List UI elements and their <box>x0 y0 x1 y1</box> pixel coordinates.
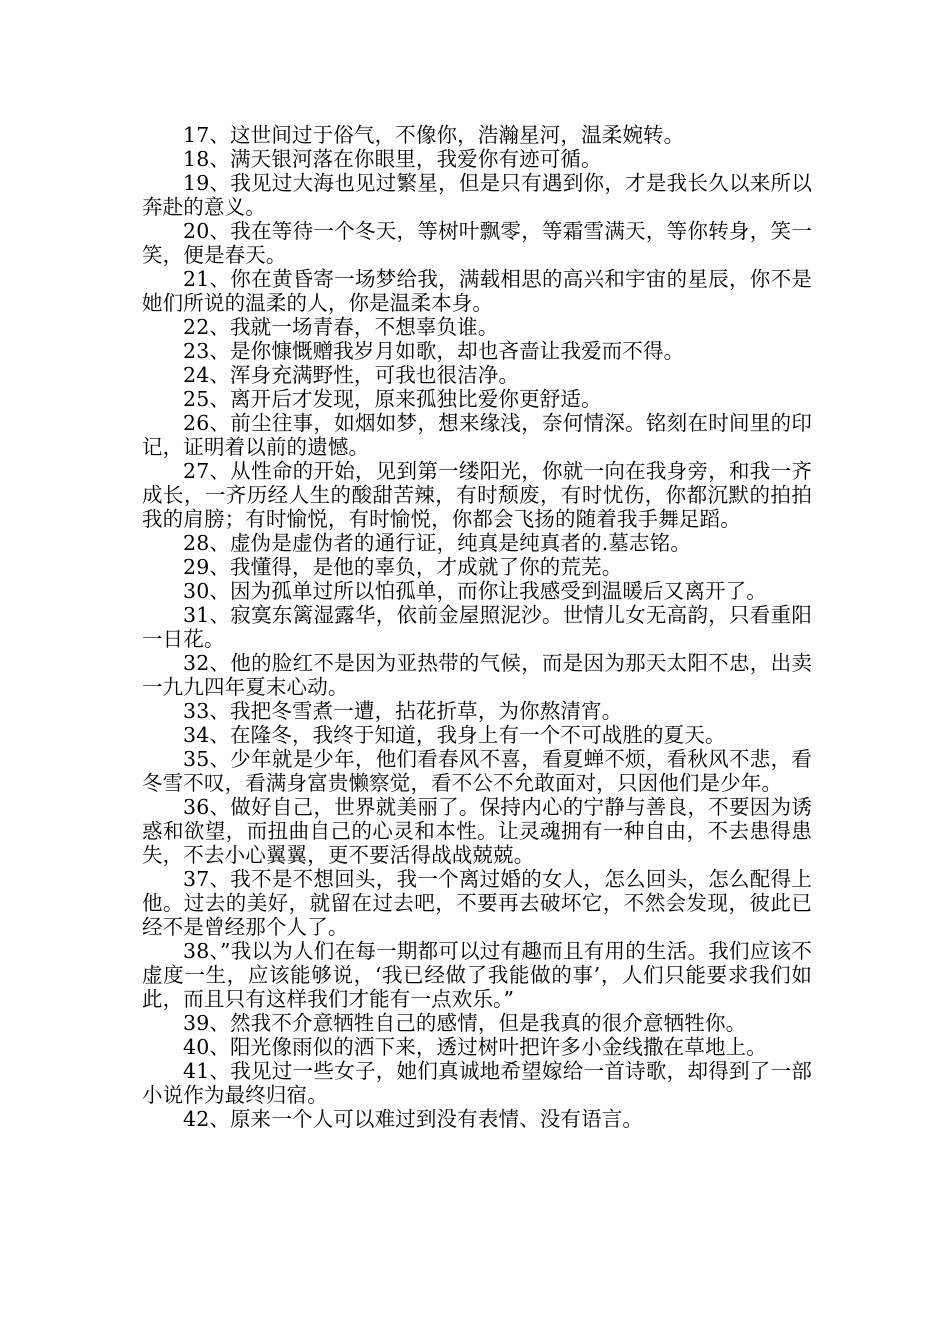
paragraph-31: 31、寂寞东篱湿露华，依前金屋照泥沙。世情儿女无高韵，只看重阳一日花。 <box>142 603 812 651</box>
paragraph-18: 18、满天银河落在你眼里，我爱你有迹可循。 <box>183 147 602 171</box>
document-body <box>142 123 812 1131</box>
paragraph-40: 40、阳光像雨似的洒下来，透过树叶把许多小金线撒在草地上。 <box>183 1035 767 1059</box>
paragraph-37: 37、我不是不想回头，我一个离过婚的女人，怎么回头，怎么配得上他。过去的美好，就留在过去吧，不要再去破坏它，不然会发现，彼此已经不是曾经那个人了。 <box>142 867 812 939</box>
paragraph-19: 19、我见过大海也见过繁星，但是只有遇到你，才是我长久以来所以奔赴的意义。 <box>142 171 812 219</box>
paragraph-25: 25、离开后才发现，原来孤独比爱你更舒适。 <box>183 387 602 411</box>
paragraph-23: 23、是你慷慨赠我岁月如歌，却也吝啬让我爱而不得。 <box>183 339 685 363</box>
paragraph-42: 42、原来一个人可以难过到没有表情、没有语言。 <box>183 1107 644 1131</box>
paragraph-36: 36、做好自己，世界就美丽了。保持内心的宁静与善良，不要因为诱惑和欲望，而扭曲自己的心灵和本性。让灵魂拥有一种自由，不去患得患失，不去小心翼翼，更不要活得战战兢兢。 <box>142 795 812 867</box>
paragraph-17: 17、这世间过于俗气，不像你，浩瀚星河，温柔婉转。 <box>183 123 685 147</box>
paragraph-29: 29、我懂得，是他的辜负，才成就了你的荒芜。 <box>183 555 623 579</box>
paragraph-27: 27、从性命的开始，见到第一缕阳光，你就一向在我身旁，和我一齐成长，一齐历经人生的酸甜苦辣，有时颓废，有时忧伤，你都沉默的拍拍我的肩膀；有时愉悦，有时愉悦，你都会飞扬的随着我手舞足蹈。 <box>142 459 812 531</box>
paragraph-20: 20、我在等待一个冬天，等树叶飘零，等霜雪满天，等你转身，笑一笑，便是春天。 <box>142 219 812 267</box>
paragraph-24: 24、浑身充满野性，可我也很洁净。 <box>183 363 520 387</box>
paragraph-22: 22、我就一场青春，不想辜负谁。 <box>183 315 499 339</box>
paragraph-34: 34、在隆冬，我终于知道，我身上有一个不可战胜的夏天。 <box>183 723 726 747</box>
paragraph-28: 28、虚伪是虚伪者的通行证，纯真是纯真者的.墓志铭。 <box>183 531 692 555</box>
paragraph-38: 38、”我以为人们在每一期都可以过有趣而且有用的生活。我们应该不虚度一生，应该能够说，‘我已经做了我能做的事’，人们只能要求我们如此，而且只有这样我们才能有一点欢乐。” <box>142 939 812 1011</box>
paragraph-26: 26、前尘往事，如烟如梦，想来缘浅，奈何情深。铭刻在时间里的印记，证明着以前的遗憾。 <box>142 411 812 459</box>
paragraph-33: 33、我把冬雪煮一遭，拈花折草，为你熬清宵。 <box>183 699 623 723</box>
paragraph-30: 30、因为孤单过所以怕孤单，而你让我感受到温暖后又离开了。 <box>183 579 767 603</box>
paragraph-32: 32、他的脸红不是因为亚热带的气候，而是因为那天太阳不忠，出卖一九九四年夏末心动。 <box>142 651 812 699</box>
paragraph-39: 39、然我不介意牺牲自己的感情，但是我真的很介意牺牲你。 <box>183 1011 747 1035</box>
paragraph-35: 35、少年就是少年，他们看春风不喜，看夏蝉不烦，看秋风不悲，看冬雪不叹，看满身富贵懒察觉，看不公不允敢面对，只因他们是少年。 <box>142 747 812 795</box>
paragraph-21: 21、你在黄昏寄一场梦给我，满载相思的高兴和宇宙的星辰，你不是她们所说的温柔的人，你是温柔本身。 <box>142 267 812 315</box>
paragraph-41: 41、我见过一些女子，她们真诚地希望嫁给一首诗歌，却得到了一部小说作为最终归宿。 <box>142 1059 812 1107</box>
